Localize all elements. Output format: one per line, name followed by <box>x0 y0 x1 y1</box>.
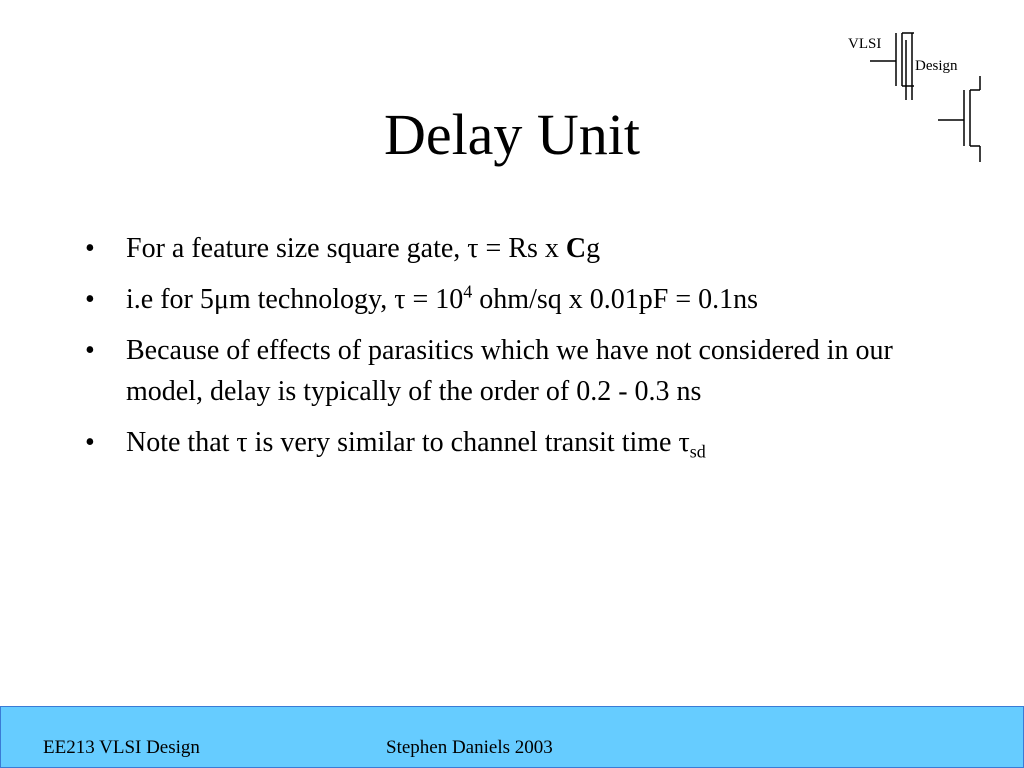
slide-title: Delay Unit <box>383 102 641 167</box>
bullet-item <box>85 330 935 412</box>
bullet-subscript: sd <box>689 441 706 462</box>
bullet-superscript: 4 <box>463 281 473 302</box>
bullet-marker: • <box>85 233 95 264</box>
bullet-text: g <box>586 233 601 264</box>
footer-course: EE213 VLSI Design <box>43 737 200 758</box>
logo-design-text: Design <box>915 58 958 74</box>
bullet-marker: • <box>85 335 95 366</box>
bullet-marker: • <box>85 427 95 458</box>
bullet-list <box>85 228 935 473</box>
bullet-text-bold: C <box>565 233 587 264</box>
bullet-item <box>85 422 935 463</box>
bullet-text: ohm/sq x 0.01pF = 0.1ns <box>472 284 759 315</box>
bullet-text: i.e for 5μm technology, τ = 10 <box>126 284 464 315</box>
logo-vlsi-text: VLSI <box>848 36 882 52</box>
bullet-marker: • <box>85 284 95 315</box>
bullet-item <box>85 228 935 269</box>
bullet-text: Note that τ is very similar to channel transit time τ <box>126 427 690 458</box>
bullet-item <box>85 279 935 320</box>
footer-bar <box>0 706 1024 768</box>
bullet-text: For a feature size square gate, τ = Rs x <box>126 233 566 264</box>
bullet-text: Because of effects of parasitics which we have not considered in our model, delay is typically of the order of 0.2 - 0.3 ns <box>126 335 893 407</box>
footer-author: Stephen Daniels 2003 <box>386 737 553 758</box>
